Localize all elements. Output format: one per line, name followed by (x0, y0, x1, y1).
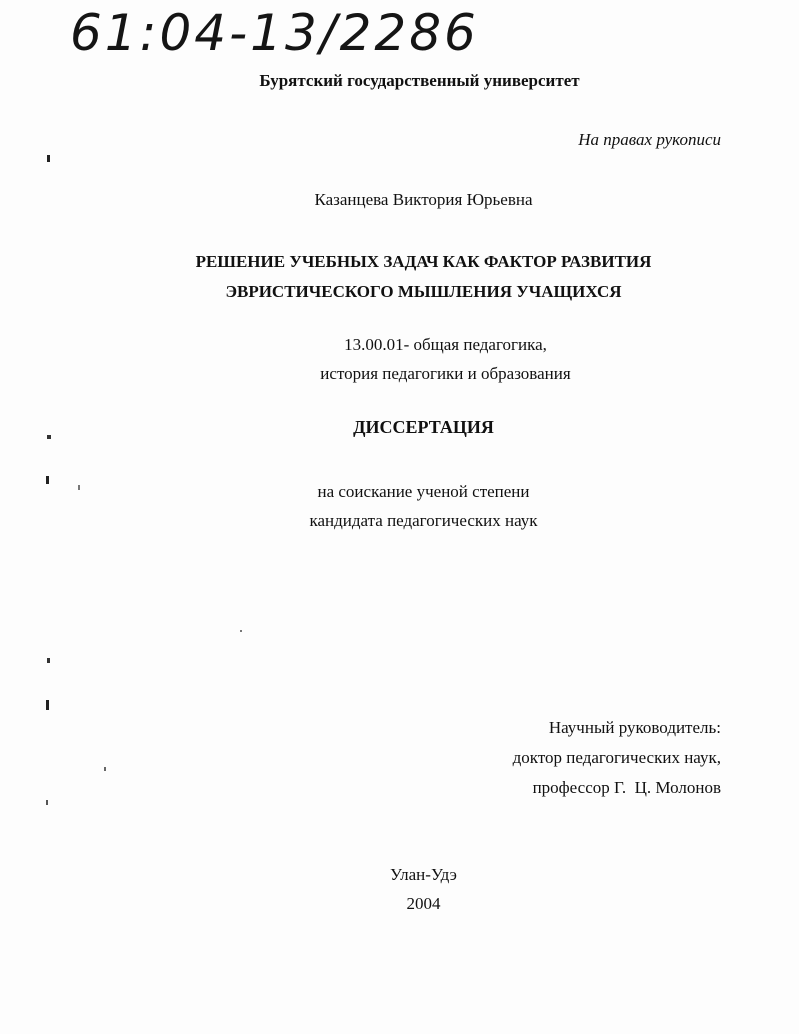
specialty-line-2: история педагогики и образования (320, 364, 571, 383)
speck (240, 630, 242, 632)
speck (46, 800, 48, 805)
title-line-2: ЭВРИСТИЧЕСКОГО МЫШЛЕНИЯ УЧАЩИХСЯ (225, 282, 622, 301)
university-name: Бурятский государственный университет (259, 71, 580, 90)
speck (47, 155, 50, 162)
place: Улан-Удэ (390, 865, 457, 884)
year: 2004 (406, 894, 441, 913)
author-name: Казанцева Виктория Юрьевна (314, 190, 533, 209)
speck (47, 658, 50, 663)
speck (46, 700, 49, 710)
dissertation-title (24, 247, 799, 307)
document-type: ДИССЕРТАЦИЯ (353, 417, 494, 437)
degree-line-1: на соискание ученой степени (317, 482, 530, 501)
degree-line-2: кандидата педагогических наук (309, 511, 538, 530)
degree (24, 477, 799, 535)
rights-notice: На правах рукописи (578, 130, 721, 149)
place-and-year (24, 860, 799, 918)
handwritten-catalog-number-text: 61:04-13/2286 (70, 4, 479, 62)
supervisor-block (513, 713, 721, 803)
supervisor-degree: доктор педагогических наук, (512, 748, 721, 767)
handwritten-catalog-number (70, 2, 510, 62)
title-line-1: РЕШЕНИЕ УЧЕБНЫХ ЗАДАЧ КАК ФАКТОР РАЗВИТИЯ (195, 252, 652, 271)
specialty (46, 330, 799, 388)
supervisor-label: Научный руководитель: (548, 718, 721, 737)
speck (104, 767, 106, 771)
supervisor-name: профессор Г. Ц. Молонов (532, 778, 721, 797)
specialty-line-1: 13.00.01- общая педагогика, (344, 335, 547, 354)
